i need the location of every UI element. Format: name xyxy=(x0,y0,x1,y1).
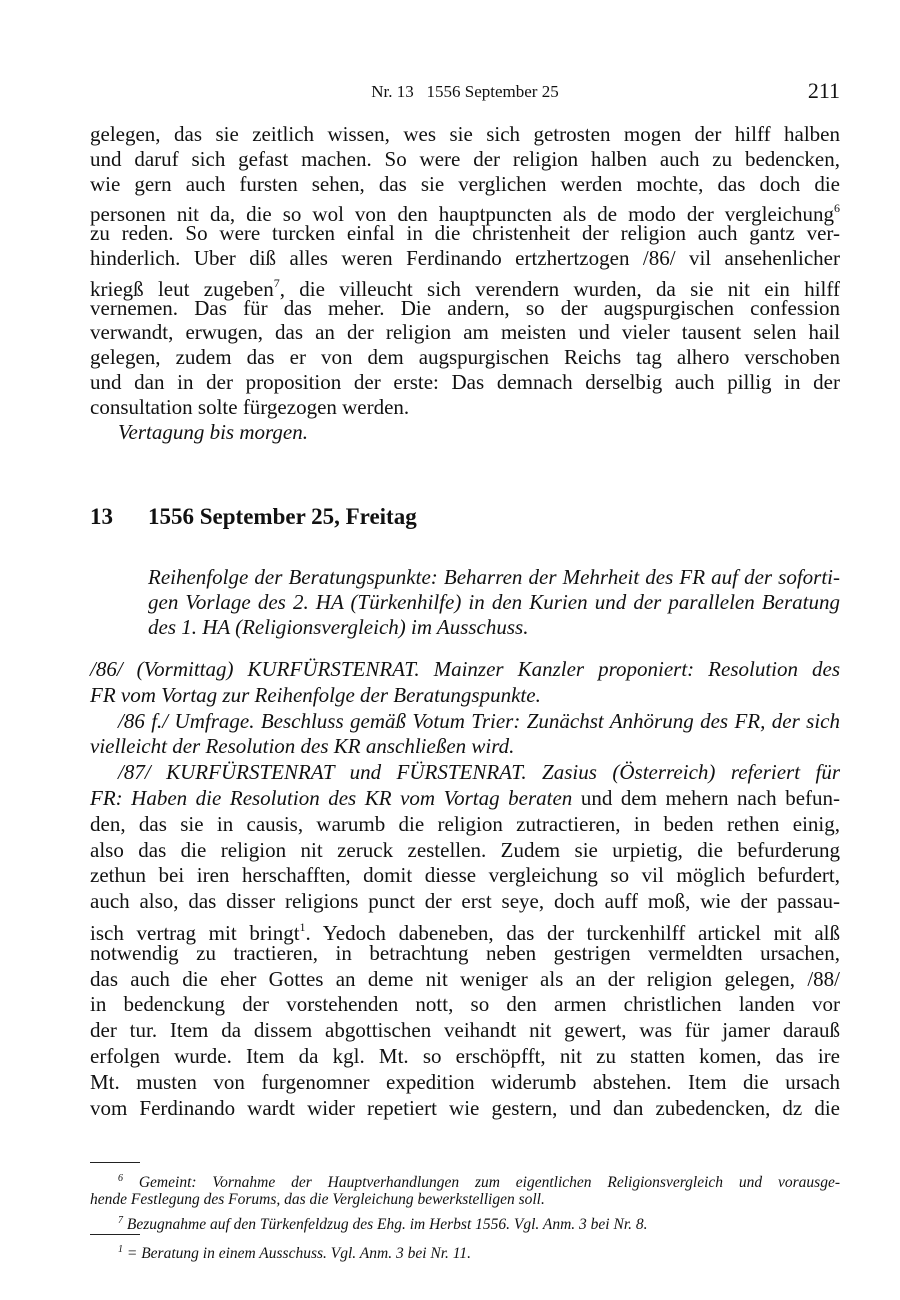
text-line xyxy=(90,147,840,172)
text-line xyxy=(90,320,840,345)
footnote-marker: 7 xyxy=(118,1215,123,1226)
footnote-divider xyxy=(90,1162,140,1163)
text-line xyxy=(90,221,840,246)
text-segment: wie gern auch fursten sehen, das sie verglichen werden mochte, das doch die xyxy=(90,171,840,196)
text-line xyxy=(90,1210,840,1231)
text-line xyxy=(90,709,840,735)
text-line xyxy=(90,172,840,197)
document-summary xyxy=(148,565,840,640)
text-segment: und daruf sich gefast machen. So were der religion halben auch zu bedencken, xyxy=(90,146,840,171)
text-segment: hinderlich. Uber diß alles weren Ferdinando ertzhertzogen /86/ vil ansehenlicher xyxy=(90,245,840,270)
body-text xyxy=(90,657,840,1121)
text-segment: erfolgen wurde. Item da kgl. Mt. so erschöpfft, nit zu statten komen, das ire xyxy=(90,1043,840,1068)
text-segment: personen nit da, die so wol von den hauptpuncten als de modo der vergleichung xyxy=(90,202,834,227)
text-segment: zethun bei iren herschafften, domit diesse vergleichung so vil möglich befurdert, xyxy=(90,863,840,888)
text-segment: FR: Haben die Resolution des KR vom Vortag beraten xyxy=(90,785,573,810)
text-line xyxy=(148,590,840,615)
text-segment: gelegen, das sie zeitlich wissen, wes sie sich getrosten mogen der hilff halben xyxy=(90,122,840,146)
text-segment: und dem mehern nach befun- xyxy=(572,785,840,810)
text-line xyxy=(90,760,840,786)
document-number: 13 xyxy=(90,504,113,529)
running-header xyxy=(90,78,840,106)
footnote-divider xyxy=(90,1234,140,1235)
text-segment: gelegen, zudem das er von dem augspurgischen Reichs tag alhero verschoben xyxy=(90,345,840,370)
text-line xyxy=(90,915,840,945)
text-segment: = Beratung in einem Ausschuss. Vgl. Anm. 3 bei Nr. 11. xyxy=(123,1245,472,1262)
text-segment: vom Ferdinando wardt wider repetiert wie gestern, und dan zubedencken, dz die xyxy=(90,1095,840,1120)
text-segment: vielleicht der Resolution des KR anschließen wird. xyxy=(90,734,515,759)
text-segment: und dan in der proposition der erste: Das demnach derselbig auch pillig in der xyxy=(90,369,840,394)
text-line xyxy=(90,863,840,889)
text-line xyxy=(90,889,840,915)
text-segment: auch also, das disser religions punct der erst seye, doch auff moß, wie der passau- xyxy=(90,889,840,914)
text-segment: den, das sie in causis, warumb die religion zutractieren, in beden rethen einig, xyxy=(90,811,840,836)
text-segment: Mt. musten von furgenomner expedition widerumb abstehen. Item die ursach xyxy=(90,1069,840,1094)
footnote-marker: 6 xyxy=(118,1173,123,1184)
text-segment: isch vertrag mit bringt xyxy=(90,920,300,945)
text-line xyxy=(90,838,840,864)
text-line xyxy=(90,992,840,1018)
text-line xyxy=(90,196,840,227)
text-segment: zu reden. So were turcken einfal in die christenheit der religion auch gantz ver- xyxy=(90,221,840,246)
text-segment: /86 f./ Umfrage. Beschluss gemäß Votum Trier: Zunächst Anhörung des FR, der sich xyxy=(118,708,840,733)
text-segment: notwendig zu tractieren, in betrachtung neben gestrigen vermeldten ursachen, xyxy=(90,940,840,965)
text-line xyxy=(90,1189,840,1210)
footnotes-text xyxy=(90,1239,840,1260)
text-segment: des 1. HA (Religionsvergleich) im Ausschuss. xyxy=(148,615,529,639)
text-line xyxy=(90,1070,840,1096)
footnote-marker: 7 xyxy=(273,275,280,290)
footnote-marker: 6 xyxy=(834,201,840,216)
text-line xyxy=(90,941,840,967)
text-line xyxy=(90,967,840,993)
text-line xyxy=(90,683,840,709)
text-segment: Gemeint: Vornahme der Hauptverhandlungen zum eigentlichen Religionsvergleich und vorausge- xyxy=(123,1174,840,1191)
body-text-continued xyxy=(90,122,840,444)
text-line xyxy=(90,370,840,395)
text-segment: Bezugnahme auf den Türkenfeldzug des Ehg. im Herbst 1556. Vgl. Anm. 3 bei Nr. 8. xyxy=(123,1216,648,1233)
text-segment: der tur. Item da dissem abgottischen veihandt nit gewert, was für jamer darauß xyxy=(90,1018,840,1043)
text-line xyxy=(90,345,840,370)
text-segment: also das die religion nit zeruck zestellen. Zudem sie urpietig, die befurderung xyxy=(90,837,840,862)
text-segment: vernemen. Das für das meher. Die andern, so der augspurgischen confession xyxy=(90,295,840,320)
text-line xyxy=(90,1096,840,1122)
text-segment: hende Festlegung des Forums, das die Vergleichung bewerkstelligen soll. xyxy=(90,1191,545,1208)
text-line xyxy=(90,122,840,147)
text-segment: das auch die eher Gottes an deme nit weniger als an der religion gelegen, /88/ xyxy=(90,966,840,991)
text-line xyxy=(90,420,840,445)
text-line xyxy=(90,395,840,420)
text-segment: Vertagung bis morgen. xyxy=(118,419,308,444)
text-segment: . Yedoch dabeneben, das der turckenhilff artickel mit alß xyxy=(305,920,840,945)
text-line xyxy=(90,1044,840,1070)
text-line xyxy=(148,615,840,640)
text-segment: verwandt, erwugen, das an der religion am meisten und vieler tausent selen hail xyxy=(90,320,840,345)
text-segment: , die villeucht sich verendern wurden, da sie nit ein hilff xyxy=(279,276,840,301)
footnote-marker: 1 xyxy=(299,919,306,934)
document-date-title: 1556 September 25, Freitag xyxy=(148,504,417,529)
text-line xyxy=(148,565,840,590)
text-line xyxy=(90,246,840,271)
running-title: Nr. 13 1556 September 25 xyxy=(371,82,559,101)
text-segment: consultation solte fürgezogen werden. xyxy=(90,394,410,419)
text-line xyxy=(90,786,840,812)
text-line xyxy=(90,1018,840,1044)
text-line xyxy=(90,812,840,838)
text-line xyxy=(90,734,840,760)
text-line xyxy=(90,657,840,683)
text-line xyxy=(90,1168,840,1189)
text-segment: in bedenckung der vorstehenden nott, so den armen christlichen landen vor xyxy=(90,992,840,1017)
text-segment: Reihenfolge der Beratungspunkte: Beharren der Mehrheit des FR auf der soforti- xyxy=(148,565,840,589)
text-segment: gen Vorlage des 2. HA (Türkenhilfe) in den Kurien und der parallelen Beratung xyxy=(148,590,840,614)
text-line xyxy=(90,271,840,301)
document-heading xyxy=(90,504,417,530)
text-line xyxy=(90,1239,840,1260)
footnote-marker: 1 xyxy=(118,1244,123,1255)
footnotes-commentary xyxy=(90,1168,840,1231)
text-segment: /87/ KURFÜRSTENRAT und FÜRSTENRAT. Zasius (Österreich) referiert für xyxy=(118,760,840,785)
page-number: 211 xyxy=(807,78,840,103)
text-line xyxy=(90,296,840,321)
text-segment: /86/ (Vormittag) KURFÜRSTENRAT. Mainzer Kanzler proponiert: Resolution des xyxy=(90,657,840,681)
text-segment: kriegß leut zugeben xyxy=(90,276,274,301)
text-segment: FR vom Vortag zur Reihenfolge der Beratungspunkte. xyxy=(90,682,541,707)
